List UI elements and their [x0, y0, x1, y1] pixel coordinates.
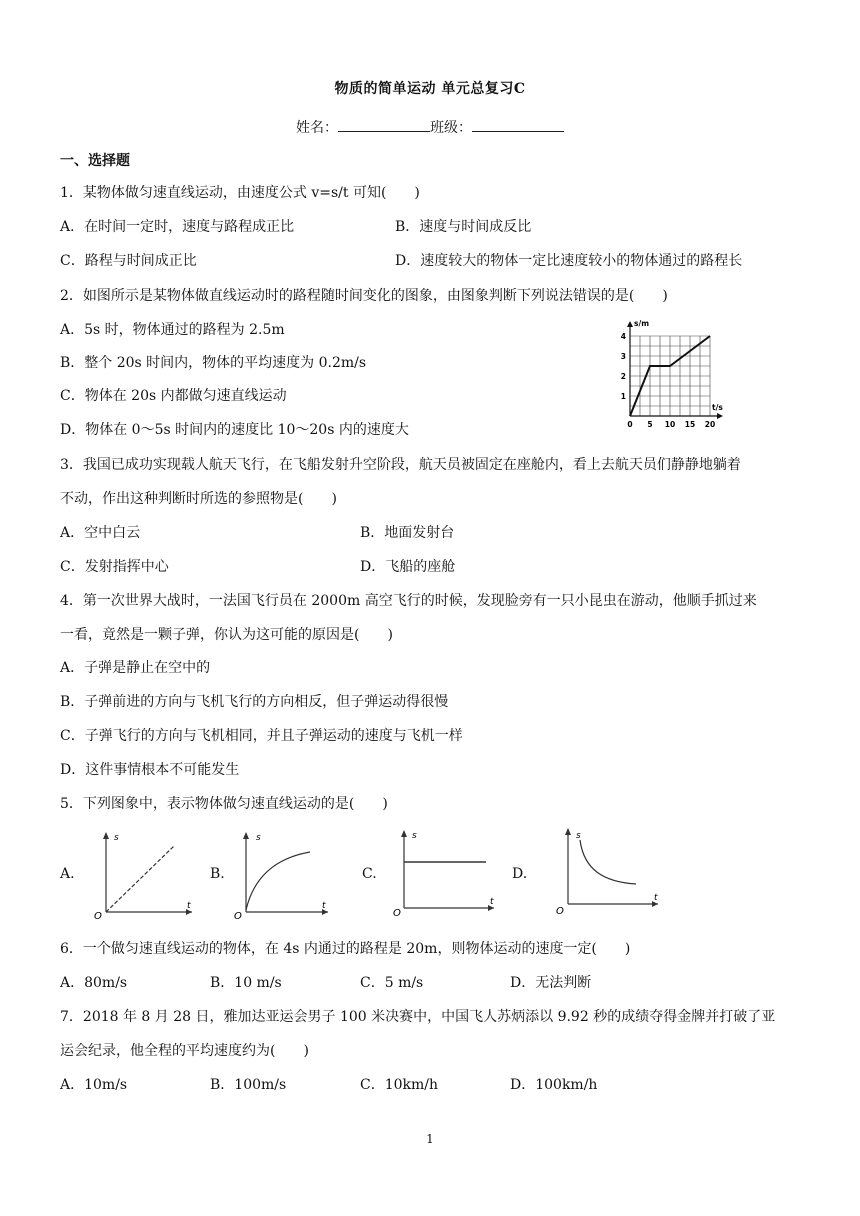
q2-option-b: B．整个 20s 时间内，物体的平均速度为 0.2m/s [60, 355, 367, 371]
q6-stem: 6．一个做匀速直线运动的物体，在 4s 内通过的路程是 20m，则物体运动的速度一定( ) [60, 941, 631, 957]
q4-option-c: C．子弹飞行的方向与飞机相同，并且子弹运动的速度与飞机一样 [60, 728, 463, 744]
graph-d-curve [580, 840, 636, 884]
graph-b-origin: O [234, 911, 242, 920]
q1-option-c: C．路程与时间成正比 [60, 253, 197, 269]
q3-option-c: C．发射指挥中心 [60, 559, 169, 575]
graph-a-t-label: t [187, 901, 191, 911]
y-axis-arrow [627, 321, 633, 327]
graph-d-origin: O [556, 906, 564, 917]
q6-option-b: B．10 m/s [210, 975, 282, 991]
q7-option-c: C．10km/h [360, 1077, 439, 1093]
q7-option-a: A．10m/s [60, 1077, 128, 1093]
q4-option-b: B．子弹前进的方向与飞机飞行的方向相反，但子弹运动得很慢 [60, 694, 449, 710]
graph-d-s-label: s [576, 831, 581, 841]
y-axis-arrow [243, 832, 249, 839]
name-blank[interactable] [338, 119, 430, 132]
q4-stem-line2: 一看，竟然是一颗子弹，你认为这可能的原因是( ) [60, 627, 393, 643]
class-label: 班级： [430, 120, 472, 136]
q7-stem-line1: 7．2018 年 8 月 28 日，雅加达亚运会男子 100 米决赛中，中国飞人苏炳添以 9.92 秒的成绩夺得金牌并打破了亚 [60, 1009, 776, 1025]
q5-graph-d [552, 824, 664, 918]
q7-option-b: B．100m/s [210, 1077, 287, 1093]
student-info [0, 117, 860, 137]
q3-option-b: B．地面发射台 [360, 525, 455, 541]
q3-option-a: A．空中白云 [60, 525, 141, 541]
x-tick-label: 0 [627, 420, 633, 429]
y-tick-label: 2 [620, 372, 626, 381]
q2-option-c: C．物体在 20s 内都做匀速直线运动 [60, 388, 287, 404]
q5-graph-a [92, 828, 197, 920]
graph-b-curve [246, 852, 310, 910]
q5-graph-b [228, 828, 333, 920]
q5-option-b-label: B. [210, 866, 225, 882]
x-axis-label: t/s [712, 403, 723, 412]
q4-option-a: A．子弹是静止在空中的 [60, 660, 211, 676]
graph-a-s-label: s [114, 833, 119, 843]
q6-option-c: C．5 m/s [360, 975, 424, 991]
q2-stem: 2．如图所示是某物体做直线运动时的路程随时间变化的图象，由图象判断下列说法错误的是( ) [60, 288, 668, 304]
q1-option-b: B．速度与时间成反比 [395, 219, 532, 235]
q3-stem-line1: 3．我国已成功实现载人航天飞行，在飞船发射升空阶段，航天员被固定在座舱内，看上去航天员们静静地躺着 [60, 457, 741, 473]
q4-option-d: D．这件事情根本不可能发生 [60, 762, 240, 778]
name-label: 姓名： [296, 120, 338, 136]
x-tick-label: 10 [664, 420, 676, 429]
y-axis-arrow [401, 830, 407, 837]
y-tick-label: 1 [620, 392, 626, 401]
q3-stem-line2: 不动，作出这种判断时所选的参照物是( ) [60, 491, 337, 507]
y-axis-label: s/m [634, 319, 650, 328]
graph-b-t-label: t [322, 901, 326, 911]
q6-option-d: D．无法判断 [510, 975, 592, 991]
graph-c-s-label: s [412, 831, 417, 841]
q7-stem-line2: 运会纪录，他全程的平均速度约为( ) [60, 1043, 309, 1059]
graph-d-t-label: t [654, 893, 658, 903]
y-axis-arrow [565, 828, 571, 835]
q5-graph-c [390, 826, 500, 918]
x-tick-label: 20 [704, 420, 716, 429]
q7-option-d: D．100km/h [510, 1077, 598, 1093]
q1-option-a: A．在时间一定时，速度与路程成正比 [60, 219, 295, 235]
q2-option-a: A．5s 时，物体通过的路程为 2.5m [60, 322, 285, 338]
q1-stem: 1．某物体做匀速直线运动，由速度公式 v=s/t 可知( ) [60, 185, 420, 201]
st-graph [616, 308, 730, 436]
graph-c-t-label: t [490, 897, 494, 907]
graph-b-s-label: s [256, 833, 261, 843]
x-axis-arrow [717, 413, 723, 419]
q5-stem: 5．下列图象中，表示物体做匀速直线运动的是( ) [60, 796, 388, 812]
y-axis-arrow [103, 832, 109, 839]
q5-option-c-label: C. [362, 866, 377, 882]
page-number: 1 [426, 1132, 434, 1146]
q5-option-a-label: A. [60, 866, 75, 882]
q5-option-d-label: D. [512, 866, 528, 882]
x-tick-label: 5 [647, 420, 653, 429]
graph-a-origin: O [94, 911, 102, 920]
page-title: 物质的简单运动 单元总复习C [334, 81, 526, 97]
y-tick-label: 3 [620, 352, 626, 361]
x-tick-label: 15 [684, 420, 696, 429]
q6-option-a: A．80m/s [60, 975, 128, 991]
class-blank[interactable] [472, 119, 564, 132]
section-heading: 一、选择题 [60, 153, 130, 169]
y-tick-label: 4 [620, 332, 626, 341]
q4-stem-line1: 4．第一次世界大战时，一法国飞行员在 2000m 高空飞行的时候，发现脸旁有一只小昆虫在游动，他顺手抓过来 [60, 593, 757, 609]
q1-option-d: D．速度较大的物体一定比速度较小的物体通过的路程长 [395, 253, 743, 269]
graph-a-line [106, 846, 174, 912]
q3-option-d: D．飞船的座舱 [360, 559, 456, 575]
graph-c-origin: O [393, 908, 401, 918]
q2-option-d: D．物体在 0～5s 时间内的速度比 10～20s 内的速度大 [60, 422, 409, 438]
